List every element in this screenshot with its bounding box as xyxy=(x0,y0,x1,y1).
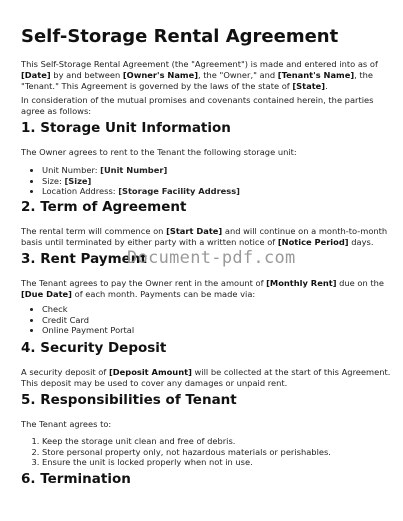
tenant-name-placeholder: [Tenant's Name] xyxy=(277,70,355,80)
list-item: 2. Store personal property only, not hazardous materials or perishables. xyxy=(42,447,402,458)
list-item: • Online Payment Portal xyxy=(42,325,402,336)
list-item: • Unit Number: [Unit Number] xyxy=(42,165,402,176)
deposit-paragraph: A security deposit of [Deposit Amount] will be collected at the start of this Agreement. This deposit may be used to cover any damages or unpaid rent. xyxy=(21,367,391,388)
list-item: • Check xyxy=(42,304,402,315)
date-placeholder: [Date] xyxy=(21,70,51,80)
rent-paragraph: The Tenant agrees to pay the Owner rent in the amount of [Monthly Rent] due on the [Due Date] of each month. Payments can be made via: xyxy=(21,278,384,299)
due-date-placeholder: [Due Date] xyxy=(21,289,72,299)
watermark: Document-pdf.com xyxy=(127,248,296,268)
payment-methods-list xyxy=(21,304,402,336)
list-item: • Location Address: [Storage Facility Address] xyxy=(42,186,402,197)
storage-unit-lead: The Owner agrees to rent to the Tenant the following storage unit: xyxy=(21,147,297,157)
list-item: 3. Ensure the unit is locked properly when not in use. xyxy=(42,457,402,468)
document-title: Self-Storage Rental Agreement xyxy=(21,26,339,47)
deposit-amount-placeholder: [Deposit Amount] xyxy=(108,367,192,377)
intro-paragraph: This Self-Storage Rental Agreement (the "Agreement") is made and entered into as of [Date] by and between [Owner's Name], the "Owner," and [Tenant's Name], the "Tenant." This Agreement is governed by the laws of the state of [State]. xyxy=(21,59,378,91)
consideration-paragraph: In consideration of the mutual promises and covenants contained herein, the parties agree as follows: xyxy=(21,95,374,116)
section-heading-deposit: 4. Security Deposit xyxy=(21,340,167,356)
notice-period-placeholder: [Notice Period] xyxy=(277,237,349,247)
section-heading-termination: 6. Termination xyxy=(21,471,131,487)
owner-name-placeholder: [Owner's Name] xyxy=(122,70,199,80)
term-paragraph: The rental term will commence on [Start Date] and will continue on a month-to-month basis until terminated by either party with a written notice of [Notice Period] days. xyxy=(21,226,388,247)
state-placeholder: [State] xyxy=(292,81,326,91)
storage-unit-list xyxy=(21,165,402,197)
section-heading-rent: 3. Rent Payment xyxy=(21,251,147,267)
responsibilities-list xyxy=(21,436,402,468)
section-heading-storage-unit: 1. Storage Unit Information xyxy=(21,120,231,136)
list-item: 1. Keep the storage unit clean and free of debris. xyxy=(42,436,402,447)
monthly-rent-placeholder: [Monthly Rent] xyxy=(266,278,337,288)
list-item: • Size: [Size] xyxy=(42,176,402,187)
section-heading-responsibilities: 5. Responsibilities of Tenant xyxy=(21,392,237,408)
list-item: • Credit Card xyxy=(42,315,402,326)
responsibilities-lead: The Tenant agrees to: xyxy=(21,419,112,429)
start-date-placeholder: [Start Date] xyxy=(166,226,223,236)
section-heading-term: 2. Term of Agreement xyxy=(21,199,187,215)
